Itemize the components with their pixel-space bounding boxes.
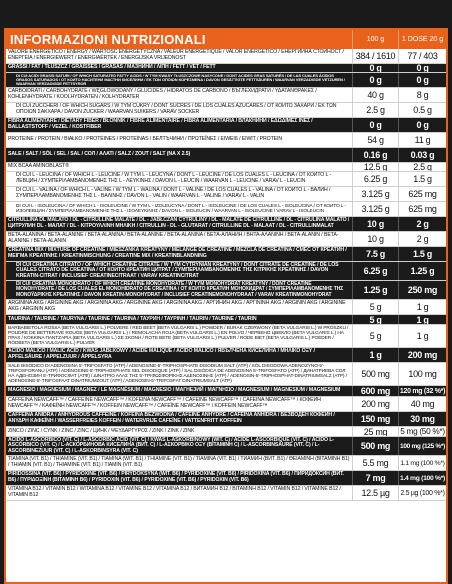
table-row (6, 133, 446, 148)
nutrient-label: GRASSI / FAT / TŁUSZCZ / GRAISSES / GRASAS / МАЗНИНИ / ΛΙΠΗ / FETT / VET / FETT (8, 64, 216, 71)
nutrient-label: CREATINA MIX / MIXTURE OF CREATINE / MIESZANKA KREATYNY / MÉLANGE DE CRÉATINE / MEZCLA DE CREATINA / СМЕС ОТ КРЕАТИН / ΜΕΙΓΜΑ ΚΡΕΑΤΙΝΗΣ / KREATINMISCHUNG / CREATINE MIX / KREATINBLANDNING (8, 247, 347, 259)
value-per-dose: 1.1 mg (100 %*) (400, 459, 445, 467)
nutrient-label: CAFFEINA NEWCAFF™ / CAFFEINE NEWCAFF™ / KOFEINA NEWCAFF™ / CAFÉINE NEWCAFF™ / CAFEÍNA NEWCAFF™ / КОФЕИН NEWCAFF™ / ΚΑΦΕΪΝΗ NEWCAFF™ / KOFFEIN NEWCAFF™ / CAFEÏNE NEWCAFF™ / KOFFEIN NEWCAFF™ (8, 397, 321, 409)
value-per-100g: 5 g (369, 302, 382, 312)
nutrient-label: CAFFEINA ANIDRA / ANHYDROUS CAFFEINE / KOFEINA BEZWODNA / CAFÉINE ANHYDRE / CAFEÍNA ANHIDRA / БЕЗВОДЕН КОФЕИН / ΑΝΥΔΡΗ ΚΑΦΕΪΝΗ / WASSERFREIES KOFFEIN / WATERVRIJE CAFEÏNE / VATTENFRITT KOFFEIN (8, 412, 335, 424)
value-per-dose: 2.5 g (413, 163, 432, 171)
value-per-dose: 5 mg (50 %*) (400, 427, 445, 436)
value-per-dose: 1.5 g (413, 174, 432, 184)
nutrient-label: DI CUI L - LEUCINA / OF WHICH L - LEUCINE / W TYM L - LEUCYNA / DONT L - LEUCINE / DE LOS CUALES L - LEUCINA / ОТ КОИТО L - ЛЕВЦИН / ΣΥΜΠΕΡΙΛΑΜΒΑΝΟΜΕΝΗΣ ΤΗΣ L - ΛΕΥΚΙΝΗΣ / DAVON L - LEUCIN / WAARVAN L - LEUCINE / VARAV L - LEUCIN (16, 172, 332, 184)
table-row (6, 49, 446, 64)
value-per-100g: 0.16 g (363, 150, 388, 160)
table-row (6, 486, 446, 501)
value-per-100g: 54 g (367, 135, 384, 145)
nutrient-label: DI CUI L - VALINA / OF WHICH L - VALINE / W TYM L - WALINA / DONT L - VALINE / DE LOS CUALES L - VALINA / ОТ КОИТО L - ВАЛИН / ΣΥΜΠΕΡΙΛΑΜΒΑΝΟΜΕΝΗΣ ΤΗΣ L - ΒΑΛΙΝΗΣ / DAVON L - VALIN / WAARVAN L - VALINE / VARAV L - VALIN (16, 187, 331, 199)
value-per-100g: 7.5 g (365, 249, 385, 259)
nutrient-label: MAGNESIO / MAGNESIUM / MAGNEZ / LE MAGNÉSIUM / MAGNESIO / МАГНЕЗИЙ / ΜΑΓΝΗΣΙΟ / MAGNESIUM / MAGNESIUM / MAGNESIUM (8, 387, 341, 394)
value-per-dose: 120 mg (32 %*) (399, 387, 446, 395)
value-per-100g: 150 mg (360, 414, 391, 424)
table-row (6, 103, 446, 118)
table-row (6, 281, 446, 300)
table-row (6, 172, 446, 187)
table-row (6, 202, 446, 217)
table-row (6, 262, 446, 281)
table-row (6, 325, 446, 348)
value-per-100g: 5.5 mg (362, 458, 389, 468)
value-per-dose: 2 g (416, 234, 429, 244)
value-per-100g: 6.25 g (363, 266, 388, 276)
table-row (6, 397, 446, 412)
table-row (6, 427, 446, 437)
nutrient-label: BARBABIETOLA ROSSA (BETA VULGARIS L.) POLVERE / RED BEET (BETA VULGARIS L.) POWDER / BURAK CZERWONY (BETA VULGARIS L.) W PROSZKU / POUDRE DE BETTERAVE ROUGE (BETA VULGARIS L.) / REMOLACHA ROJA (BETA VULGARIS L.) EN POLVO / ЧЕРВЕНО ЦВЕКЛО (BETA VULGARIS L.) НА ПРАХ / ΚΟΚΚΙΝΑ ΠΑΝΤΖΑΡΙΑ (BETA VULGARIS L.) ΣΕ ΣΚΟΝΗ / ROTE BETE (BETA VULGARIS L.) PULVER / RODE BIET (BETA VULGARIS L.) POEDER / RÖDBETA (BETA VULGARIS L.) PULVER (8, 325, 349, 347)
value-per-100g: 600 mg (360, 386, 391, 396)
value-per-100g: 5 g (369, 331, 382, 341)
nutrient-label: DI CUI CREATINA MONOIDRATO / OF WHICH CREATINE MONOHYDRATE / W TYM MONOHYDRAT KREATYNY / DONT CRÉATINE MONOHYDRATE / DE LOS CUALES EL MONOHIDRATO DE CREATINA / ОТ КОИТО КРЕАТИН МОНОХИДРАТ / ΣΥΜΠΕΡΙΛΑΜΒΑΝΟΜΕΝΗΣ ΤΗΣ ΜΟΝΟΫΔΡΙΚΗΣ ΚΡΕΑΤΙΝΗΣ / DAVON KREATIN-MONOHYDRAT / INCLUSIEF CREATINEMONOHYDRAAT / VARAV KREATINMONOHYDRAT (16, 281, 344, 298)
value-per-dose: 30 mg (410, 414, 435, 424)
value-per-dose: 0 g (416, 120, 429, 130)
nutrient-label: DI CUI ACIDI GRASSI SATURI / OF WHICH SATURATED FATTY ACIDS / W TYM KWASY TŁUSZCZOWE NASYCONE / DONT ACIDES GRAS SATURÉS / DE LAS CUALES ÁCIDOS GRASOS SATURADOS / ОТ КОИТО НАСИТЕНИ МАСТНИ КИСЕЛИНИ / ΕΚ ΤΩΝ ΟΠΟΙΩΝ ΚΟΡΕΣΜΕΝΑ / DAVON GESÄTTIGTE FETTSÄUREN / WAARVAN VERZADIGDE VETZUREN / WAARVAN VERZADIGDE FETTSYROR (16, 73, 345, 87)
nutrient-label: FIBRA ALIMENTARE / DIETARY FIBER / BŁONNIK / FIBRE ALIMENTAIRE / FIBRA ALIMENTARIA / ВЛАКНИНИ / ΕΔΩΔΙΜΕΣ ΙΝΕΣ / BALLASTSTOFF / VEZEL / KOSTFIBER (8, 118, 313, 130)
table-row (6, 386, 446, 397)
nutrient-label: DI CUI ZUCCHERI / OF WHICH SUGARS / W TYM CUKRY / DONT SUCRES / DE LOS CUALES AZÚCARES / ОТ КОИТО ЗАХАРИ / ΕΚ ΤΩΝ ΟΠΟΙΩΝ ΣΑΚΧΑΡΑ / DAVON ZUCKER / WAARVAN SUIKERS / VARAV SOCKER (16, 103, 337, 115)
value-per-dose: 625 mg (408, 189, 437, 199)
table-row (6, 232, 446, 247)
table-row (6, 187, 446, 202)
nutrient-label: PROTEINE / PROTEIN / BIAŁKO / PROTÉINES / PROTEÍNAS / БЕЛТЪЧИНИ / ΠΡΩΤΕΪΝΕΣ / EIWEIß / EIWIT / PROTEIN (8, 136, 282, 143)
value-per-100g: 0 g (369, 75, 382, 85)
nutrient-label: VALORE ENERGETICO / ENERGY / WARTOŚĆ ENERGETYCZNA / VALEUR ÉNERGÉTIQUE / VALOR ENERGÉTICO / ЕНЕРГИЙНА СТОЙНОСТ / ΕΝΕΡΓΕΙΑ / ENERGIEWERT / ENERGIAÉRTÉK / ENERGIJSKA VRIJEDNOST (8, 49, 344, 61)
value-per-dose: 77 / 403 (407, 51, 438, 61)
table-row (6, 456, 446, 471)
table-row (6, 363, 446, 386)
value-per-100g: 7 mg (365, 473, 386, 483)
table-row (6, 437, 446, 456)
nutrient-label: MIX BCAA AMINOBLAST® (8, 163, 69, 170)
value-per-100g: 40 g (367, 90, 384, 100)
value-per-100g: 2.5 g (366, 105, 385, 115)
nutrient-label: BETA-ALANINA / BETA-ALANINE / BETA-ALANINA / BÉTA-ALANINE / BETA-ALANINA / БЕТА-АЛАНИН / ΒΗΤΑ-ΑΛΑΝΙΝΗ / BETA-ALANIN / BETA-ALANINE / BETA-ALANIN (8, 232, 339, 244)
table-row (6, 64, 446, 73)
value-per-dose: 1 g (416, 331, 429, 341)
table-row (6, 348, 446, 363)
nutrient-label: VITAMINA B12 / VITAMIN B12 / WITAMINA B12 / VITAMINE B12 / VITAMINA B12 / ВИТАМИН B12 / ΒΙΤΑΜΙΝΗ B12 / VITAMIN B12 / VITAMINE B12 / VITAMIN B12 (8, 486, 341, 498)
value-per-100g: 12.5 g (363, 163, 388, 171)
value-per-dose: 200 mg (407, 350, 438, 360)
value-per-100g: 500 mg (361, 369, 390, 379)
nutrient-label: ACIDO MALICO / MALIC ACID / KWAS JABŁKOWY / ACIDE MALIQUE / ÁCIDO MÁLICO / ЯБЪЛЧЕНА КИСЕЛИНА / ΜΗΛΙΚΟ ΟΞΥ / APFELSÄURE / APPELZUUR / ÄPPELSYRA (8, 348, 315, 360)
value-per-100g: 200 mg (361, 399, 390, 409)
value-per-dose: 2 g (416, 219, 429, 229)
nutrient-label: SALE / SALT / SÓL / SEL / SAL / СОЛ / ΑΛΑΤΙ / SALZ / ZOUT / SALT (NA X 2.5) (8, 151, 191, 158)
value-per-100g: 3.125 g (361, 189, 390, 199)
value-per-dose: 100 mg (125 %*) (400, 442, 445, 450)
value-per-100g: 25 mg (363, 427, 388, 436)
value-per-100g: 6.25 g (363, 174, 388, 184)
value-per-dose: 40 mg (410, 399, 435, 409)
nutrient-label: ZINCO / ZINC / CYNK / ZINC / ZINC / ЦИНК / ΨΕΥΔΑΡΓΥΡΟΣ / ZINK / ZINK / ZINK (8, 427, 195, 434)
table-row (6, 88, 446, 103)
table-row (6, 412, 446, 427)
value-per-dose: 0 g (416, 75, 429, 85)
value-per-dose: 625 mg (408, 204, 437, 214)
value-per-dose: 100 mg (408, 369, 437, 379)
value-per-dose: 1.4 mg (100 %*) (399, 474, 446, 482)
value-per-100g: 1.25 g (363, 285, 388, 295)
table-row (6, 163, 446, 172)
value-per-dose: 250 mg (407, 285, 438, 295)
table-body (6, 49, 446, 501)
value-per-100g: 384 / 1610 (355, 51, 396, 61)
value-per-100g: 10 g (367, 234, 384, 244)
value-per-dose: 1 g (416, 315, 429, 324)
value-per-100g: 3.125 g (361, 204, 390, 214)
nutrient-label: TIAMINA (VIT. B1) / THIAMINE (VIT. B1) / TIAMINA (WIT. B1) / THIAMINE (VIT. B1) / TIAMINA (VIT. B1) / ТИАМИН (ВИТ. B1) / ΘΕΙΑΜΙΝΗ (ΒΙΤΑΜΙΝΗ B1) / THIAMIN (VIT. B1) / THIAMINE (VIT. B1) / TIAMIN (VIT. B1) (8, 456, 350, 468)
value-per-100g: 1 g (369, 350, 382, 360)
table-title: INFORMAZIONI NUTRIZIONALI (10, 32, 206, 47)
value-per-dose: 1 g (416, 302, 429, 312)
value-per-dose: 1.25 g (410, 266, 435, 276)
nutrient-label: CARBOIDRATI / CARBOHYDRATE / WĘGLOWODANY / GLUCIDES / HIDRATOS DE CARBONO / ВЪГЛЕХИДРАТИ / ΥΔΑΤΑΝΘΡΑΚΕΣ / KOHLENHYDRATE / KOOLHYDRATEN / KOLHYDRATER (8, 88, 317, 100)
nutrient-label: DI CUI CREATINA CITRATO / OF WHICH CREATINE CITRATE / W TYM CYTRYNIAN KREATYNY / DONT CITRATE DE CRÉATINE / DE LOS CUALES CITRATO DE CREATINA / ОТ КОИТО КРЕАТИН ЦИТРАТ / ΣΥΜΠΕΡΙΛΑΜΒΑΝΟΜΕΝΗΣ ΤΗΣ ΚΙΤΡΙΚΗΣ ΚΡΕΑΤΙΝΗΣ / DAVON KREATIN-CITRAT / INCLUSIEF CREATINECITRAAT / VARAV KREATINCITRAT (16, 262, 339, 279)
value-per-dose: 8 g (416, 90, 429, 100)
nutrient-label: TAURINA / TAURINE / TAURYNA / TAURINE / TAURINA / ТАУРИН / ΤΑΥΡΙΝΗ / TAURIN / TAURINE / TAURIN (8, 315, 257, 322)
table-row (6, 300, 446, 315)
column-100g: 100 g (366, 36, 385, 43)
value-per-dose: 0 g (416, 64, 429, 72)
table-row (6, 73, 446, 88)
nutrient-label: CITRULLINA DL MALATO / DL - CITRULLINE MALATE / DL - JABŁCZAN CYTRULINY / DL - MALATE DE CITRULLINE / DL - CITRULINA MALATO / ЦИТРУЛИН DL - МАЛАТ / DL - ΚΙΤΡΟΥΛΛΙΝΗ ΜΗΛΙΚΗ / CITRULLIN - DL - GLUTARAT / CITRULLINE DL - MALAAT / DL - CITRULLINMALAT (8, 217, 350, 229)
table-row (6, 217, 446, 232)
table-row (6, 118, 446, 133)
nutrient-label: DI CUI L - ISOLEUCINA / OF WHICH L - ISOLEUCINE / W TYM L - IZOLEUCYNA / DONT L - ISOLEUCINE / DE LOS CUALES L - ISOLEUCINA / ОТ КОИТО L - ИЗОЛЕВЦИН / ΣΥΜΠΕΡΙΛΑΜΒΑΝΟΜΕΝΗΣ ΤΗΣ L - ΙΣΟΛΕΥΚΙΝΗΣ / DAVON L - ISOLEUCIN / WAARVAN L - ISOLEUCINE / VARAV L - ISOLEUCIN (16, 203, 346, 214)
value-per-100g: 500 mg (360, 441, 391, 451)
column-dose: 1 DOSE 20 g (401, 36, 444, 43)
table-header (6, 30, 446, 49)
table-row (6, 148, 446, 163)
nutrition-table (4, 28, 448, 584)
table-row (6, 247, 446, 262)
value-per-dose: 1.5 g (412, 249, 432, 259)
table-row (6, 315, 446, 325)
nutrient-label: SALE BISODICO DI ADENOSINA 5'-TRIFOSFATO (ATP) / ADENOSINE-5'-TRIPHOSPHATE DISODIUM SALT (ATP) / SÓL DISODOWA ADENOZYNO-5'-TRIFOSFORANU (ATP) / ADÉNOSINE-5'-TRIPHOSPHATE SEL DISODIQUE (ATP) / SAL DISÓDICA DE ADENOSINA 5'-TRIFOSFATO (ATP) / ДИНАТРИЕВА СОЛ НА АДЕНОЗИН 5'-ТРИФОСФАТ (АТФ) / ΔΙΝΑΤΡΙΟ ΑΛΑΣ ΤΗΣ 5'-ΤΡΙΦΩΣΦΟΡΙΚΗΣ ΑΔΕΝΟΣΙΝΗΣ (ATP) / ADENOSIN-5'-TRIPHOSPHAT-DINATRIUMSALZ (ATP) / ADENOSINE-5'-TRIFOSFAAT DINATRIUMZOUT (ATP) / ADENOSIN-5'-TRIFOSFAT DINATRIUMSALT (ATP) (8, 363, 347, 385)
value-per-dose: 0.5 g (413, 105, 432, 115)
nutrient-label: ARGININA AKG / ARGININE AKG / ARGININA AKG / ARGININE AKG / ARGININA AKG / АРГИНИН AKG / ΑΡΓΙΝΙΝΗ AKG / ARGININ AKG / ARGININE AKG / ARGININ AKG (8, 300, 346, 312)
value-per-100g: 5 g (369, 315, 382, 324)
value-per-100g: 10 g (367, 219, 384, 229)
value-per-100g: 12.5 µg (361, 488, 390, 498)
value-per-dose: 2.5 µg (100 %*) (400, 489, 445, 497)
value-per-dose: 11 g (414, 135, 431, 145)
value-per-100g: 0 g (369, 64, 382, 72)
nutrient-label: PIRIDOSSINA (VIT. B6) / PYRIDOXINE (VIT. B6) / PIRYDOKSYNA (WIT. B6) / PYRIDOXINE (VIT. B6) / PIRIDOXINA (VIT. B6) / ПИРИДОКСИН (ВИТ. B6) / ΠΥΡΙΔΟΞΙΝΗ (ΒΙΤΑΜΙΝΗ B6) / PYRIDOXIN (VIT. B6) / PYRIDOXINE (VIT. B6) / PYRIDOXIN (VIT. B6) (8, 471, 344, 483)
table-row (6, 471, 446, 486)
value-per-dose: 0.03 g (410, 150, 435, 160)
nutrient-label: ACIDO L-ASCORBICO (VIT. C) / L-ASCORBIC ACID (VIT. C) / KWAS L-ASKORBINOWY (WIT. C) / ACIDE L-ASCORBIQUE (VIT. C) / ÁCIDO L-ASCÓRBICO (VIT. C) / L-АСКОРБИНОВА КИСЕЛИНА (ВИТ. C) / L-ΑΣΚΟΡΒΙΚΟ ΟΞΥ (ΒΙΤΑΜΙΝΗ C) / L-ASCORBINSÄURE (VIT. C) / L-ASCORBINEZUUR (VIT. C) / L-ASKORBINSYRA (VIT. C) (8, 437, 335, 454)
value-per-100g: 0 g (369, 120, 382, 130)
